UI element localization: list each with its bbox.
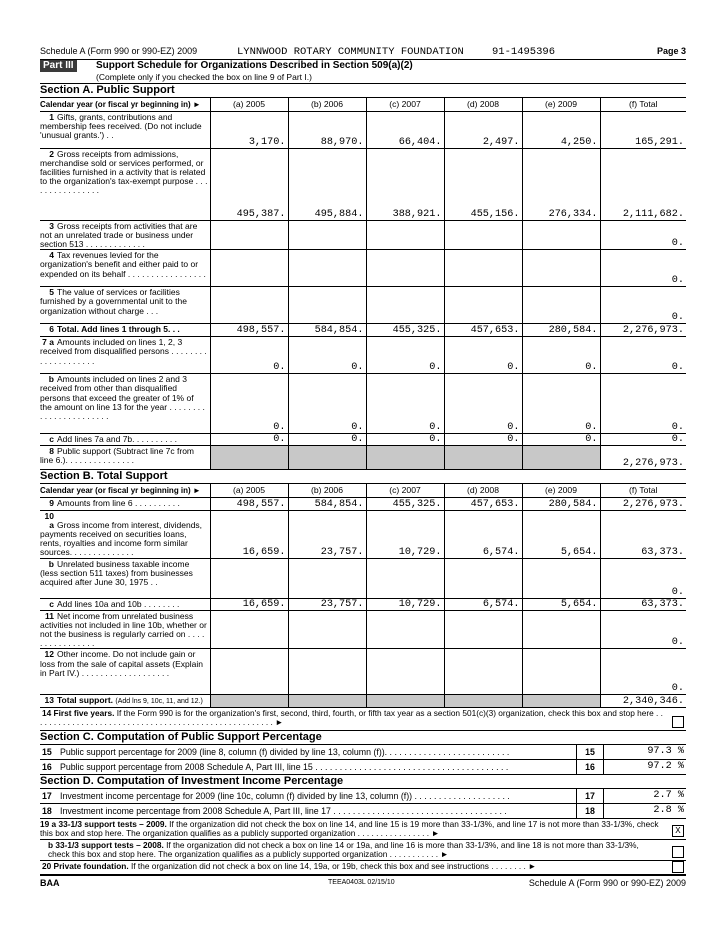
line-number: b	[48, 839, 54, 850]
table-row	[40, 610, 686, 649]
cell-value[interactable]	[366, 558, 444, 598]
row-label	[40, 337, 210, 374]
cell-value[interactable]: 6,574.	[444, 510, 522, 558]
part-subtitle: (Complete only if you checked the box on line 9 of Part I.)	[40, 72, 686, 84]
line-number: b	[48, 558, 54, 569]
line-text: Public support percentage from 2008 Schedule A, Part III, line 15 . . . . . . . . . . . . . . . . . . . . . . . . . . . . . . . . . . . . . . . .	[60, 761, 509, 772]
cell-value[interactable]: 457,653.	[444, 497, 522, 510]
cell-value[interactable]: 455,156.	[444, 148, 522, 220]
line-text: If the Form 990 is for the organization's first, second, third, fourth, or fifth tax year as a section 501(c)(3) organization, check this box and stop here . . . . . . . . . . . . . . . . . . . . . . . . . . . . . . . . . . . . . . . . . . . . . . . . . . . . . ►	[40, 707, 663, 727]
table-row	[40, 287, 686, 324]
form-page	[40, 46, 686, 890]
part-title: Support Schedule for Organizations Described in Section 509(a)(2)	[96, 60, 413, 71]
cell-value[interactable]	[366, 610, 444, 649]
row-label-text: Gross receipts from activities that are not an unrelated trade or business under section 513 . . . . . . . . . . . . .	[40, 220, 198, 249]
cell-value[interactable]	[444, 220, 522, 250]
line-box-number: 16	[576, 760, 604, 774]
row-label	[40, 220, 210, 250]
col-header: (b) 2006	[288, 484, 366, 497]
cell-value[interactable]: 498,557.	[210, 324, 288, 337]
row-label-text: Amounts included on lines 1, 2, 3 received from disqualified persons . . . . . . . . . . . . . . . . . . . .	[40, 337, 207, 366]
cell-value[interactable]: 6,574.	[444, 598, 522, 610]
row-label	[40, 111, 210, 148]
cell-value[interactable]	[288, 287, 366, 324]
section-b-title: Section B. Total Support	[40, 470, 686, 484]
line-box-number: 15	[576, 745, 604, 759]
percentage-value[interactable]: 97.3 %	[647, 745, 684, 757]
line-20-checkbox[interactable]	[672, 861, 684, 873]
form-code: TEEA0403L 02/15/10	[328, 878, 395, 886]
line-number: 5	[49, 287, 54, 298]
row-label	[40, 148, 210, 220]
line-17	[40, 789, 686, 804]
line-16	[40, 760, 686, 775]
col-header: (e) 2009	[522, 98, 600, 111]
cell-value[interactable]	[444, 649, 522, 695]
row-label-text: Public support (Subtract line 7c from line 6.). . . . . . . . . . . . . . .	[40, 446, 195, 466]
cell-value[interactable]: 0.	[366, 374, 444, 434]
table-row	[40, 148, 686, 220]
line-number: 2	[49, 148, 54, 159]
line-text: If the organization did not check the box on line 14, and line 15 is 19 more than 33-1/3%, and line 17 is not more than 33-1/3%, check this box and stop here. The organization qualifies as a publicly supported organization . . . . . . . . . . . . . . . . ►	[40, 818, 659, 838]
calendar-year-label: Calendar year (or fiscal yr beginning in) ►	[40, 484, 210, 497]
cell-value[interactable]: 0.	[600, 434, 686, 446]
line-number: 19 a	[40, 818, 57, 829]
cell-value[interactable]	[288, 250, 366, 287]
row-label	[40, 324, 210, 337]
table-row	[40, 649, 686, 695]
part-header	[40, 59, 686, 72]
row-label	[40, 510, 210, 558]
col-header: (f) Total	[600, 98, 686, 111]
line-text: Investment income percentage from 2008 Schedule A, Part III, line 17 . . . . . . . . . . . . . . . . . . . . . . . . . . . . . . . . . . . .	[60, 805, 507, 816]
organization-name: LYNNWOOD ROTARY COMMUNITY FOUNDATION	[237, 46, 464, 58]
cell-value[interactable]	[444, 610, 522, 649]
line-text: If the organization did not check a box on line 14 or 19a, and line 16 is more than 33-1/3%, and line 18 is not more than 33-1/3%, check this box and stop here. The organization qualifies as a publicly supported organization . . . . . . . . . . . ►	[48, 839, 639, 859]
cell-value[interactable]	[522, 610, 600, 649]
row-label-text: Total support.	[57, 695, 114, 706]
line-15	[40, 745, 686, 760]
cell-value[interactable]	[366, 287, 444, 324]
cell-value[interactable]: 0.	[600, 610, 686, 649]
cell-value[interactable]: 0.	[444, 434, 522, 446]
cell-value[interactable]: 0.	[522, 374, 600, 434]
row-label	[40, 695, 210, 707]
line-number: 18	[42, 805, 52, 816]
cell-value[interactable]	[444, 446, 522, 470]
row-label	[40, 649, 210, 695]
cell-value[interactable]: 10,729.	[366, 598, 444, 610]
line-number: c	[49, 434, 54, 445]
cell-value[interactable]	[288, 695, 366, 707]
percentage-value[interactable]: 2.8 %	[653, 804, 684, 816]
cell-value[interactable]: 23,757.	[288, 598, 366, 610]
cell-value[interactable]: 0.	[444, 374, 522, 434]
cell-value[interactable]: 2,340,346.	[600, 695, 686, 707]
line-number: 3	[49, 220, 54, 231]
line-number: 9	[49, 497, 54, 508]
line-19a-checkbox[interactable]: X	[672, 825, 684, 837]
line-number: 10 a	[44, 510, 54, 530]
baa-label: BAA	[40, 877, 60, 888]
cell-value[interactable]: 388,921.	[366, 148, 444, 220]
cell-value[interactable]	[522, 649, 600, 695]
page-number: Page 3	[656, 46, 686, 56]
line-box-number: 18	[576, 804, 604, 818]
footer-schedule-name: Schedule A (Form 990 or 990-EZ) 2009	[528, 877, 686, 888]
cell-value[interactable]: 0.	[600, 374, 686, 434]
section-c-title: Section C. Computation of Public Support Percentage	[40, 731, 686, 745]
cell-value[interactable]: 0.	[288, 337, 366, 374]
table-row	[40, 695, 686, 707]
row-label-text: Gross receipts from admissions, merchandise sold or services performed, or facilities furnished in a activity that is related to the organization's tax-exempt purpose . . . . . . . . . . . . . . . .	[40, 148, 208, 196]
cell-value[interactable]	[210, 446, 288, 470]
cell-value[interactable]	[522, 287, 600, 324]
row-label	[40, 558, 210, 598]
row-label-text: Net income from unrelated business activities not included in line 10b, whether or not the business is regularly carried on . . . . . . . . . . . . . . . .	[40, 610, 207, 649]
table-row	[40, 446, 686, 470]
cell-value[interactable]: 0.	[366, 337, 444, 374]
cell-value[interactable]: 495,884.	[288, 148, 366, 220]
table-row	[40, 220, 686, 250]
table-row	[40, 374, 686, 434]
row-label	[40, 446, 210, 470]
cell-value[interactable]	[366, 695, 444, 707]
table-row	[40, 598, 686, 610]
cell-value[interactable]: 0.	[600, 250, 686, 287]
line-number: 16	[42, 761, 52, 772]
table-row	[40, 558, 686, 598]
line-number: 14	[42, 707, 52, 718]
line-number: 12	[44, 649, 54, 660]
cell-value[interactable]: 0.	[288, 434, 366, 446]
col-header: (c) 2007	[366, 98, 444, 111]
row-label	[40, 610, 210, 649]
row-label-text: Add lines 7a and 7b. . . . . . . . . .	[57, 434, 178, 445]
cell-value[interactable]: 0.	[522, 337, 600, 374]
row-label-text: Add lines 10a and 10b . . . . . . . .	[57, 598, 180, 609]
cell-value[interactable]	[366, 250, 444, 287]
cell-value[interactable]	[210, 287, 288, 324]
cell-value[interactable]: 584,854.	[288, 324, 366, 337]
section-b-header-row	[40, 484, 686, 497]
cell-value[interactable]	[288, 220, 366, 250]
line-bold-text: First five years.	[53, 707, 115, 718]
cell-value[interactable]: 2,497.	[444, 111, 522, 148]
cell-value[interactable]: 584,854.	[288, 497, 366, 510]
line-number: 8	[49, 446, 54, 457]
schedule-name: Schedule A (Form 990 or 990-EZ) 2009	[40, 46, 198, 56]
line-bold-text: 33-1/3 support tests – 2009.	[58, 818, 167, 829]
cell-value[interactable]	[366, 220, 444, 250]
cell-value[interactable]: 23,757.	[288, 510, 366, 558]
cell-value[interactable]	[288, 610, 366, 649]
cell-value[interactable]: 0.	[522, 434, 600, 446]
cell-value[interactable]	[210, 610, 288, 649]
line-number: b	[48, 374, 54, 385]
cell-value[interactable]: 63,373.	[600, 598, 686, 610]
row-label	[40, 250, 210, 287]
line-number: 6	[49, 324, 54, 335]
col-header: (b) 2006	[288, 98, 366, 111]
section-a-title: Section A. Public Support	[40, 84, 686, 98]
cell-value[interactable]	[522, 558, 600, 598]
row-label-text: Tax revenues levied for the organization's benefit and either paid to or expended on its behalf . . . . . . . . . . . . . . . . .	[40, 250, 206, 279]
col-header: (d) 2008	[444, 484, 522, 497]
col-header: (c) 2007	[366, 484, 444, 497]
calendar-year-label: Calendar year (or fiscal yr beginning in) ►	[40, 98, 210, 111]
cell-value[interactable]	[210, 649, 288, 695]
row-label-text: Unrelated business taxable income (less section 511 taxes) from businesses acquired after June 30, 1975 . .	[40, 558, 193, 588]
cell-value[interactable]	[210, 695, 288, 707]
cell-value[interactable]	[366, 649, 444, 695]
line-number: 4	[49, 250, 54, 261]
col-header: (e) 2009	[522, 484, 600, 497]
table-row	[40, 510, 686, 558]
cell-value[interactable]	[522, 220, 600, 250]
cell-value[interactable]	[522, 446, 600, 470]
cell-value[interactable]: 16,659.	[210, 510, 288, 558]
row-label-text: Total. Add lines 1 through 5. . .	[57, 324, 180, 335]
cell-value[interactable]	[444, 695, 522, 707]
cell-value[interactable]: 0.	[600, 558, 686, 598]
line-box-number: 17	[576, 789, 604, 803]
cell-value[interactable]: 165,291.	[600, 111, 686, 148]
cell-value[interactable]: 0.	[210, 434, 288, 446]
cell-value[interactable]: 280,584.	[522, 497, 600, 510]
cell-value[interactable]	[210, 250, 288, 287]
col-header: (a) 2005	[210, 98, 288, 111]
line-text: Public support percentage for 2009 (line 8, column (f) divided by line 13, column (f)). . . . . . . . . . . . . . . . . . . . . . . . . .	[60, 746, 510, 757]
cell-value[interactable]: 0.	[288, 374, 366, 434]
section-b-table	[40, 484, 686, 708]
cell-value[interactable]: 2,276,973.	[600, 324, 686, 337]
cell-value[interactable]: 455,325.	[366, 324, 444, 337]
cell-value[interactable]: 2,111,682.	[600, 148, 686, 220]
section-a-header-row	[40, 98, 686, 111]
cell-value[interactable]: 5,654.	[522, 510, 600, 558]
table-row	[40, 324, 686, 337]
cell-value[interactable]: 276,334.	[522, 148, 600, 220]
table-row	[40, 497, 686, 510]
col-header: (f) Total	[600, 484, 686, 497]
cell-value[interactable]: 0.	[600, 649, 686, 695]
col-header: (a) 2005	[210, 484, 288, 497]
line-20	[40, 861, 686, 875]
cell-value[interactable]: 3,170.	[210, 111, 288, 148]
cell-value[interactable]	[444, 287, 522, 324]
line-number: c	[49, 598, 54, 609]
row-label	[40, 374, 210, 434]
line-number: 7 a	[42, 337, 54, 348]
table-row	[40, 337, 686, 374]
row-label	[40, 497, 210, 510]
line-14	[40, 708, 686, 731]
line-text: If the organization did not check a box on line 14, 19a, or 19b, check this box and see instructions . . . . . . . . ►	[128, 860, 537, 871]
line-19b	[40, 840, 686, 861]
cell-value[interactable]	[288, 446, 366, 470]
line-18	[40, 804, 686, 819]
cell-value[interactable]: 495,387.	[210, 148, 288, 220]
cell-value[interactable]	[444, 558, 522, 598]
row-label-note: (Add lns 9, 10c, 11, and 12.)	[115, 698, 203, 706]
cell-value[interactable]: 10,729.	[366, 510, 444, 558]
cell-value[interactable]	[210, 558, 288, 598]
line-number: 20	[42, 860, 52, 871]
cell-value[interactable]	[522, 250, 600, 287]
row-label-text: Amounts included on lines 2 and 3 received from other than disqualified persons that exceed the greater of 1% of the amount on line 13 for the year . . . . . . . . . . . . . . . . . . . . . . .	[40, 374, 205, 421]
line-bold-text: Private foundation.	[53, 860, 129, 871]
section-d-title: Section D. Computation of Investment Income Percentage	[40, 775, 686, 789]
table-row	[40, 434, 686, 446]
row-label-text: The value of services or facilities furnished by a governmental unit to the organization without charge . . .	[40, 287, 187, 316]
line-number: 11	[45, 610, 54, 621]
cell-value[interactable]: 88,970.	[288, 111, 366, 148]
cell-value[interactable]	[288, 649, 366, 695]
page-header	[40, 46, 686, 59]
percentage-value[interactable]: 97.2 %	[647, 760, 684, 772]
cell-value[interactable]: 455,325.	[366, 497, 444, 510]
cell-value[interactable]: 498,557.	[210, 497, 288, 510]
line-number: 15	[42, 746, 52, 757]
line-14-checkbox[interactable]	[672, 716, 684, 728]
cell-value[interactable]	[444, 250, 522, 287]
cell-value[interactable]	[366, 446, 444, 470]
cell-value[interactable]	[210, 220, 288, 250]
row-label-text: Other income. Do not include gain or loss from the sale of capital assets (Explain in Part IV.) . . . . . . . . . . . . . . . . . . .	[40, 649, 203, 678]
row-label	[40, 598, 210, 610]
line-text: Investment income percentage for 2009 (line 10c, column (f) divided by line 13, column (f)) . . . . . . . . . . . . . . . . . . . .	[60, 790, 510, 801]
line-number: 17	[42, 790, 52, 801]
cell-value[interactable]: 2,276,973.	[600, 497, 686, 510]
cell-value[interactable]	[522, 695, 600, 707]
cell-value[interactable]: 280,584.	[522, 324, 600, 337]
part-label: Part III	[40, 60, 77, 72]
line-19a	[40, 819, 686, 840]
line-19b-checkbox[interactable]	[672, 846, 684, 858]
row-label-text: Amounts from line 6 . . . . . . . . . .	[57, 497, 180, 508]
cell-value[interactable]: 0.	[600, 220, 686, 250]
line-bold-text: 33-1/3 support tests – 2008.	[55, 839, 164, 850]
cell-value[interactable]: 0.	[210, 337, 288, 374]
cell-value[interactable]: 16,659.	[210, 598, 288, 610]
row-label	[40, 434, 210, 446]
row-label-text: Gross income from interest, dividends, payments received on securities loans, rents, royalties and income form similar sources. . . . . . . . . . . . . .	[40, 519, 203, 558]
line-number: 13	[44, 695, 54, 706]
ein: 91-1495396	[492, 46, 556, 58]
table-row	[40, 250, 686, 287]
cell-value[interactable]: 2,276,973.	[600, 446, 686, 470]
cell-value[interactable]: 0.	[600, 337, 686, 374]
cell-value[interactable]: 0.	[600, 287, 686, 324]
cell-value[interactable]: 457,653.	[444, 324, 522, 337]
row-label-text: Gifts, grants, contributions and membership fees received. (Do not include 'unusual grants.') . .	[40, 111, 202, 140]
section-a-table	[40, 98, 686, 470]
col-header: (d) 2008	[444, 98, 522, 111]
cell-value[interactable]: 0.	[210, 374, 288, 434]
table-row	[40, 111, 686, 148]
cell-value[interactable]: 66,404.	[366, 111, 444, 148]
cell-value[interactable]: 5,654.	[522, 598, 600, 610]
line-number: 1	[49, 111, 54, 122]
row-label	[40, 287, 210, 324]
cell-value[interactable]: 0.	[444, 337, 522, 374]
cell-value[interactable]: 4,250.	[522, 111, 600, 148]
cell-value[interactable]: 63,373.	[600, 510, 686, 558]
page-footer	[40, 875, 686, 890]
cell-value[interactable]: 0.	[366, 434, 444, 446]
percentage-value[interactable]: 2.7 %	[653, 789, 684, 801]
cell-value[interactable]	[288, 558, 366, 598]
